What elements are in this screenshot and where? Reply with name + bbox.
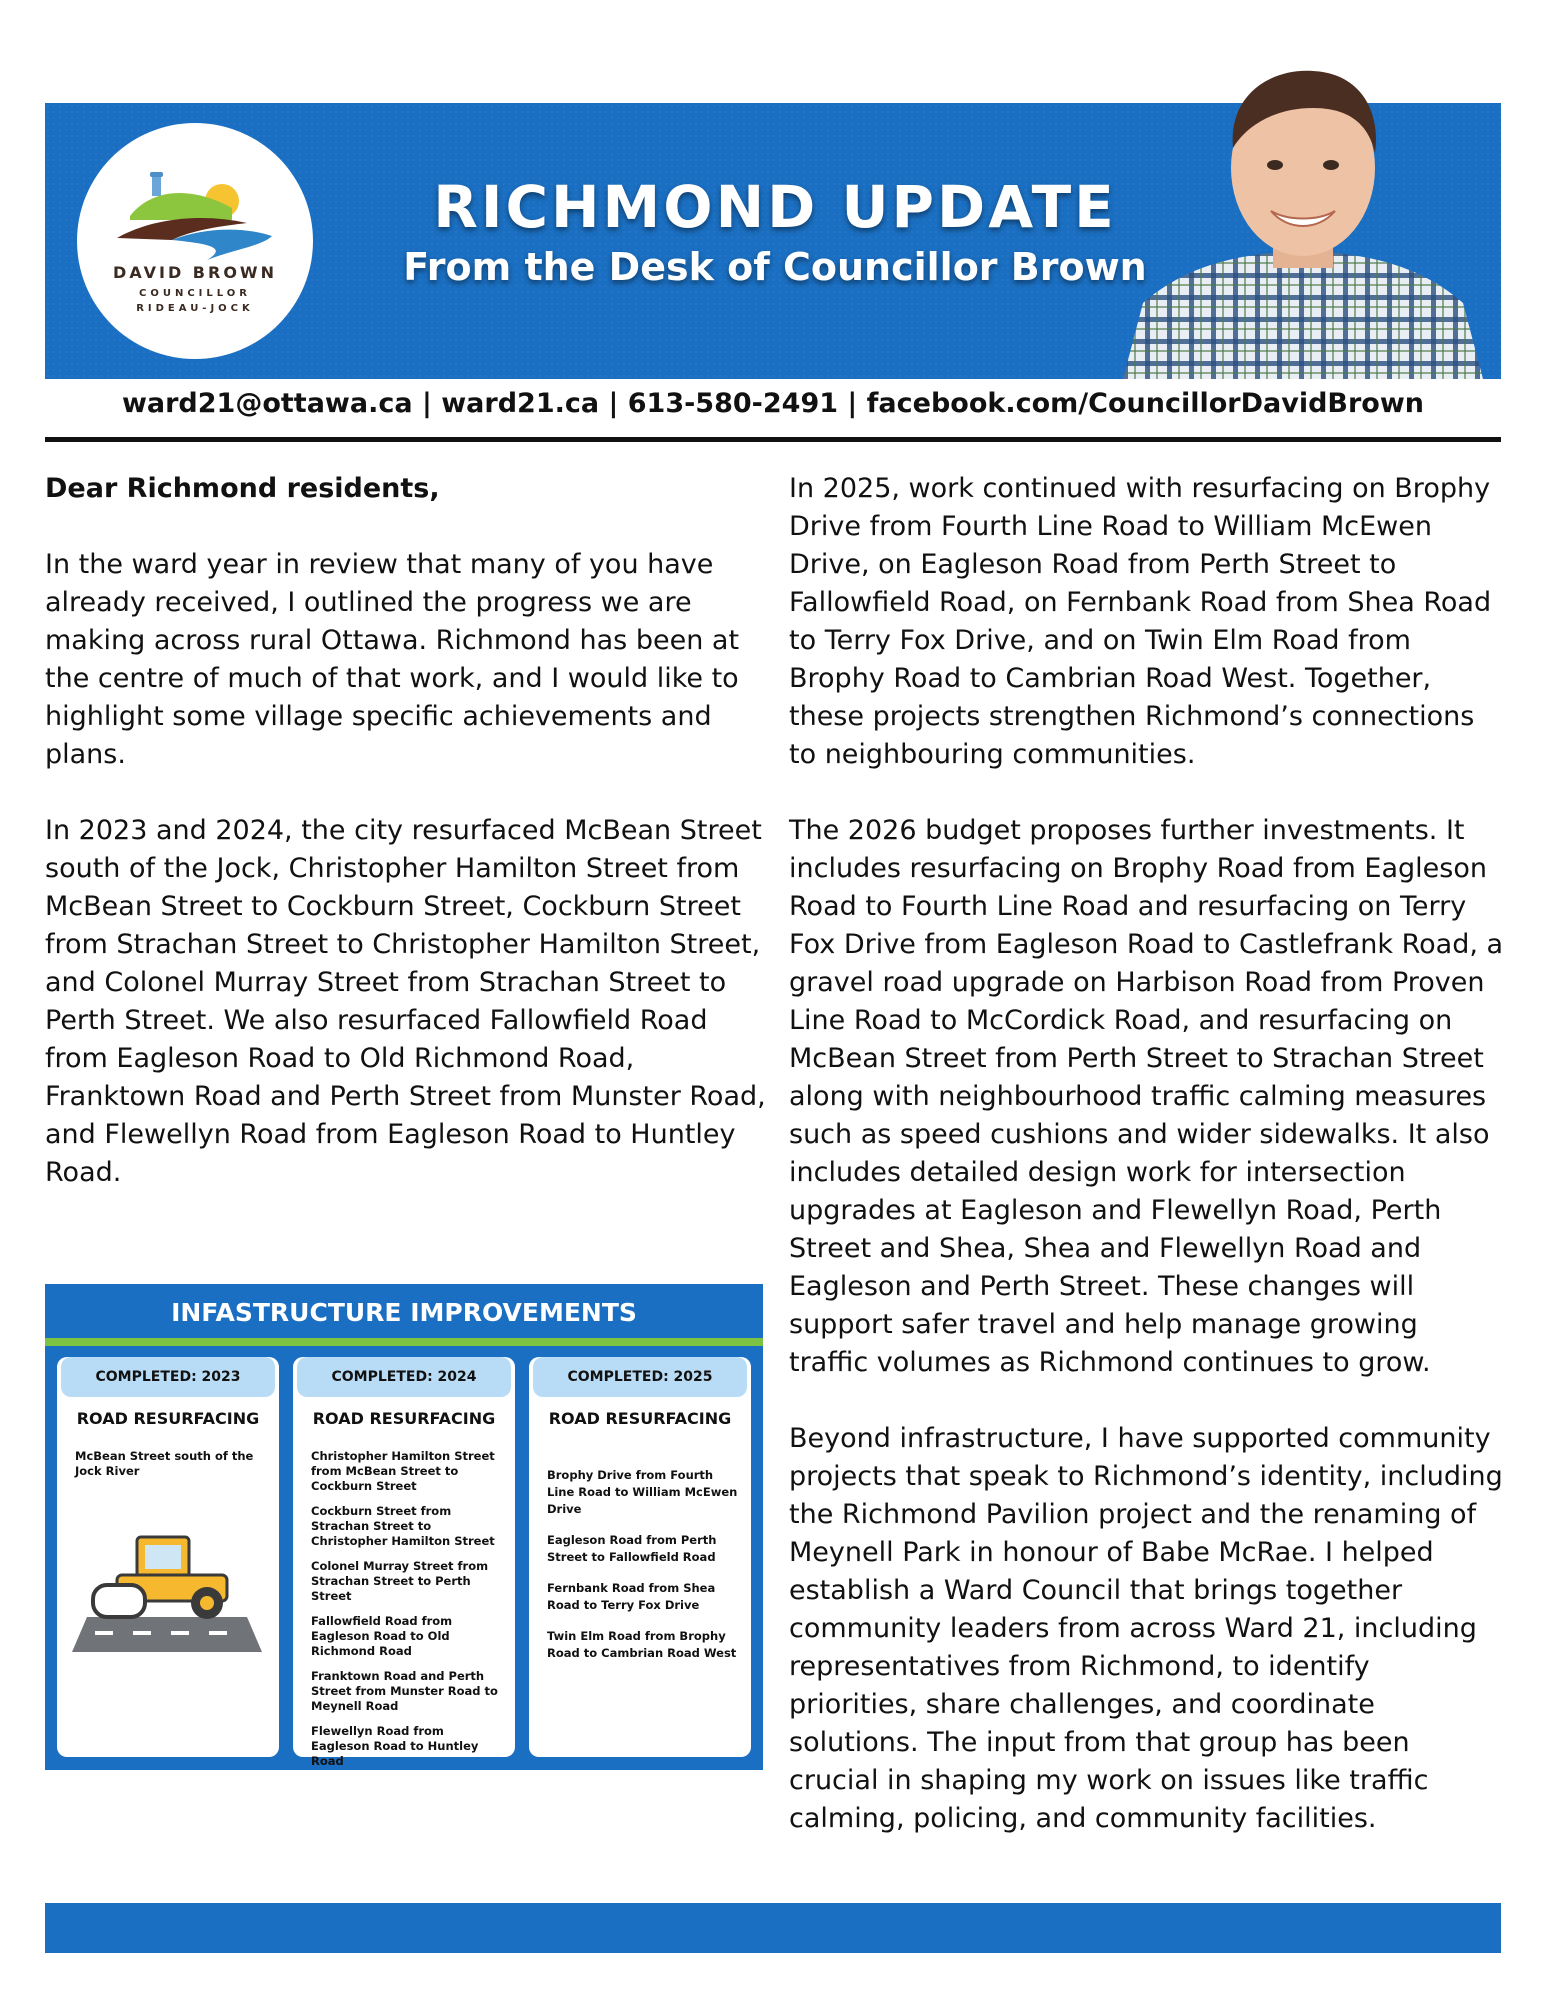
councillor-photo [1123, 53, 1483, 379]
letter-right-column [789, 470, 1504, 1876]
card-heading: ROAD RESURFACING [548, 1409, 732, 1428]
card-2024 [293, 1357, 515, 1768]
paragraph: Beyond infrastructure, I have supported community projects that speak to Richmond’s identity, including the Richmond Pavilion project and the renaming of Meynell Park in honour of Babe McRae. I helped establish a Ward Council that brings together community leaders from across Ward 21, including representatives from Richmond, to identify priorities, share challenges, and coordinate solutions. The input from that group has been crucial in shaping my work on issues like traffic calming, policing, and community facilities. [789, 1423, 1503, 1834]
page-subtitle: From the Desk of Councillor Brown [403, 245, 1147, 289]
letter-left-column [45, 470, 775, 1230]
road-roller-icon [67, 1507, 267, 1657]
logo-name: DAVID BROWN [113, 263, 277, 282]
list-item: Eagleson Road from Perth Street to Fallowfield Road [547, 1533, 717, 1564]
list-item: Twin Elm Road from Brophy Road to Cambrian Road West [547, 1629, 737, 1660]
paragraph: In 2025, work continued with resurfacing on Brophy Drive from Fourth Line Road to William McEwen Drive, on Eagleson Road from Perth Street to Fallowfield Road, on Fernbank Road from Shea Road to Terry Fox Drive, and on Twin Elm Road from Brophy Road to Cambrian Road West. Together, these projects strengthen Richmond’s connections to neighbouring communities. [789, 473, 1492, 770]
list-item: Colonel Murray Street from Strachan Street to Perth Street [311, 1559, 489, 1603]
logo-role: COUNCILLOR [139, 288, 251, 299]
greeting: Dear Richmond residents, [45, 473, 440, 504]
list-item: Flewellyn Road from Eagleson Road to Huntley Road [311, 1724, 479, 1768]
paragraph: In 2023 and 2024, the city resurfaced McBean Street south of the Jock, Christopher Hamilton Street from McBean Street to Cockburn Street, Cockburn Street from Strachan Street to Christopher Hamilton Street, and Colonel Murray Street from Strachan Street to Perth Street. We also resurfaced Fallowfield Road from Eagleson Road to Old Richmond Road, Franktown Road and Perth Street from Munster Road, and Flewellyn Road from Eagleson Road to Huntley Road. [45, 815, 766, 1188]
list-item: Brophy Drive from Fourth Line Road to William McEwen Drive [547, 1468, 738, 1516]
logo-ward: RIDEAU-JOCK [136, 303, 254, 314]
status-badge: COMPLETED: 2025 [533, 1357, 747, 1397]
card-heading: ROAD RESURFACING [312, 1409, 496, 1428]
councillor-logo [77, 123, 313, 359]
green-divider [45, 1338, 763, 1346]
list-item: Cockburn Street from Strachan Street to Christopher Hamilton Street [311, 1504, 495, 1548]
page-title: RICHMOND UPDATE [433, 173, 1117, 241]
status-badge: COMPLETED: 2023 [61, 1357, 275, 1397]
list-item: Fernbank Road from Shea Road to Terry Fox Drive [547, 1581, 716, 1612]
contact-line: ward21@ottawa.ca | ward21.ca | 613-580-2491 | facebook.com/CouncillorDavidBrown [121, 388, 1425, 419]
card-list [547, 1467, 741, 1676]
paragraph: The 2026 budget proposes further investments. It includes resurfacing on Brophy Road from Eagleson Road to Fourth Line Road and resurfacing on Terry Fox Drive from Eagleson Road to Castlefrank Road, a gravel road upgrade on Harbison Road from Proven Line Road to McCordick Road, and resurfacing on McBean Street from Perth Street to Strachan Street along with neighbourhood traffic calming measures such as speed cushions and wider sidewalks. It also includes detailed design work for intersection upgrades at Eagleson and Flewellyn Road, Perth Street and Shea, Shea and Flewellyn Road and Eagleson and Perth Street. These changes will support safer travel and help manage growing traffic volumes as Richmond continues to grow. [789, 815, 1504, 1378]
infrastructure-improvements-panel [45, 1284, 763, 1770]
card-2025 [529, 1357, 751, 1757]
card-list [75, 1449, 269, 1489]
card-list [311, 1449, 505, 1770]
footer-bar [45, 1903, 1501, 1953]
card-2023 [57, 1357, 279, 1757]
divider [45, 437, 1501, 442]
infrastructure-title: INFASTRUCTURE IMPROVEMENTS [171, 1298, 637, 1327]
paragraph: In the ward year in review that many of you have already received, I outlined the progress we are making across rural Ottawa. Richmond has been at the centre of much of that work, and I would like to highlight some village specific achievements and plans. [45, 549, 740, 770]
list-item: Franktown Road and Perth Street from Munster Road to Meynell Road [311, 1669, 498, 1713]
list-item: Christopher Hamilton Street from McBean Street to Cockburn Street [311, 1449, 495, 1493]
list-item: Fallowfield Road from Eagleson Road to Old Richmond Road [311, 1614, 453, 1658]
list-item: McBean Street south of the Jock River [75, 1449, 254, 1478]
card-heading: ROAD RESURFACING [76, 1409, 260, 1428]
landscape-logo-icon [112, 168, 278, 263]
portrait-icon [1123, 53, 1483, 379]
header-banner [45, 103, 1501, 379]
status-badge: COMPLETED: 2024 [297, 1357, 511, 1397]
